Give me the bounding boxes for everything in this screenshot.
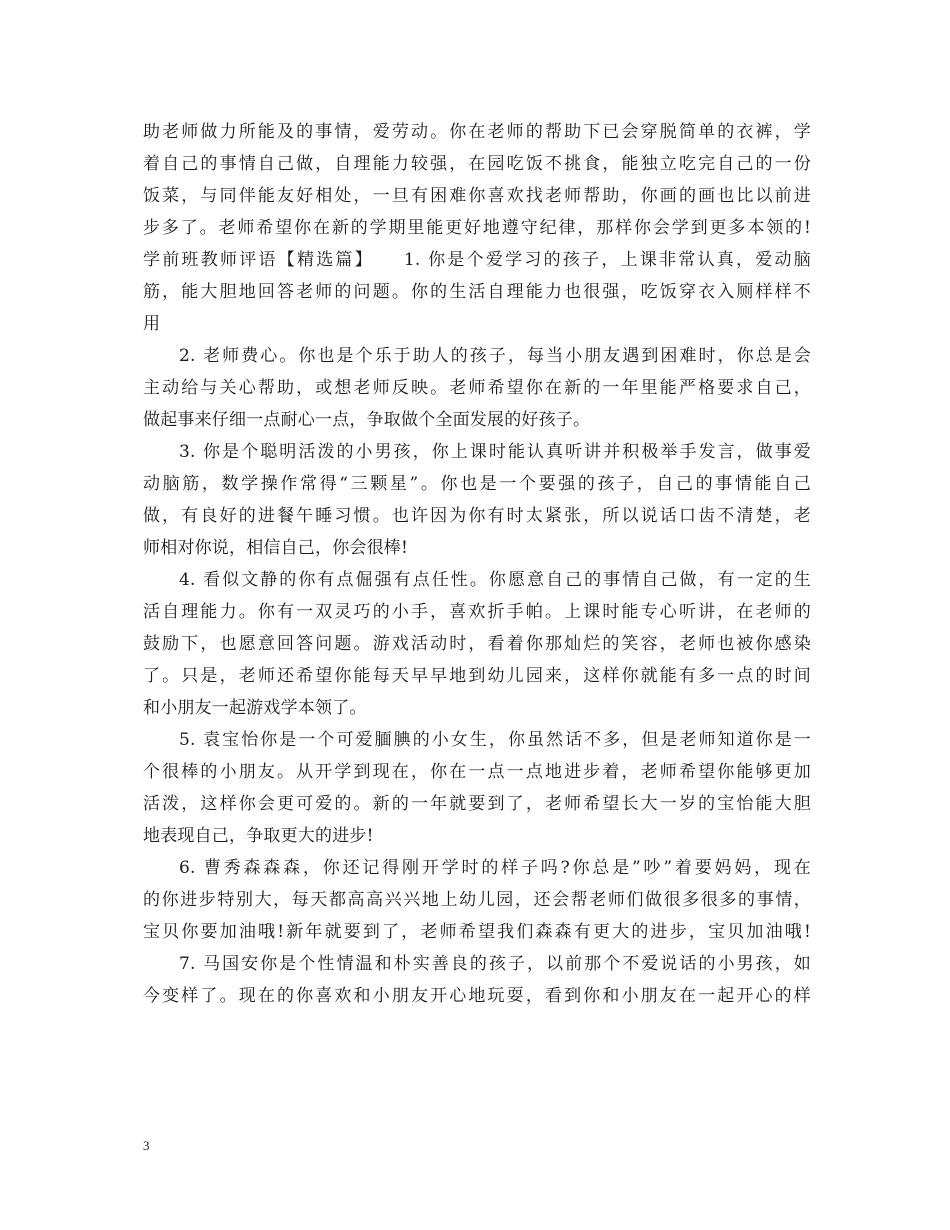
text-line: 筋，能大胆地回答老师的问题。你的生活自理能力也很强，吃饭穿衣入厕样样不 [143, 282, 811, 302]
text-line: 地表现自己，争取更大的进步! [143, 826, 374, 846]
text-line: 师相对你说，相信自己，你会很棒! [143, 538, 409, 558]
text-line: 用 [143, 314, 161, 334]
text-line: 的你进步特别大，每天都高高兴兴地上幼儿园，还会帮老师们做很多很多的事情， [143, 890, 811, 910]
text-line: 个很棒的小朋友。从开学到现在，你在一点一点地进步着，老师希望你能够更加 [143, 762, 811, 782]
text-line: 步多了。老师希望你在新的学期里能更好地遵守纪律，那样你会学到更多本领的! [143, 218, 811, 238]
text-line: 主动给与关心帮助，或想老师反映。老师希望你在新的一年里能严格要求自己， [143, 378, 811, 398]
text-line: 着自己的事情自己做，自理能力较强，在园吃饭不挑食，能独立吃完自己的一份 [143, 154, 811, 174]
text-line: 活自理能力。你有一双灵巧的小手，喜欢折手帕。上课时能专心听讲，在老师的 [143, 602, 811, 622]
text-line: 活泼，这样你会更可爱的。新的一年就要到了，老师希望长大一岁的宝怡能大胆 [143, 794, 811, 814]
paragraph-start-line: 4. 看似文静的你有点倔强有点任性。你愿意自己的事情自己做，有一定的生 [179, 570, 811, 590]
text-line: 做，有良好的进餐午睡习惯。也许因为你有时太紧张，所以说话口齿不清楚，老 [143, 506, 811, 526]
paragraph-start-line: 5. 袁宝怡你是一个可爱腼腆的小女生，你虽然话不多，但是老师知道你是一 [179, 730, 811, 750]
text-line: 了。只是，老师还希望你能每天早早地到幼儿园来，这样你就能有多一点的时间 [143, 666, 811, 686]
text-line: 鼓励下，也愿意回答问题。游戏活动时，看着你那灿烂的笑容，老师也被你感染 [143, 634, 811, 654]
paragraph-start-line: 6. 曹秀森森森，你还记得刚开学时的样子吗?你总是”吵”着要妈妈，现在 [179, 858, 811, 878]
paragraph-start-line: 7. 马国安你是个性情温和朴实善良的孩子，以前那个不爱说话的小男孩，如 [179, 954, 811, 974]
text-line: 做起事来仔细一点耐心一点，争取做个全面发展的好孩子。 [143, 410, 591, 430]
text-line: 宝贝你要加油哦!新年就要到了，老师希望我们森森有更大的进步，宝贝加油哦! [143, 922, 811, 942]
text-line: 饭菜，与同伴能友好相处，一旦有困难你喜欢找老师帮助，你画的画也比以前进 [143, 186, 811, 206]
text-line: 助老师做力所能及的事情，爱劳动。你在老师的帮助下已会穿脱简单的衣裤，学 [143, 122, 811, 142]
section-heading-line: 学前班教师评语【精选篇】 1. 你是个爱学习的孩子，上课非常认真，爱动脑 [143, 250, 811, 270]
text-line: 今变样了。现在的你喜欢和小朋友开心地玩耍，看到你和小朋友在一起开心的样 [143, 986, 811, 1006]
paragraph-start-line: 2. 老师费心。你也是个乐于助人的孩子，每当小朋友遇到困难时，你总是会 [179, 346, 811, 366]
page-number: 3 [143, 1138, 150, 1153]
paragraph-start-line: 3. 你是个聪明活泼的小男孩，你上课时能认真听讲并积极举手发言，做事爱 [179, 442, 811, 462]
body-text [143, 116, 811, 1012]
text-line: 动脑筋，数学操作常得“三颗星”。你也是一个要强的孩子，自己的事情能自己 [143, 474, 811, 494]
text-line: 和小朋友一起游戏学本领了。 [143, 698, 367, 718]
